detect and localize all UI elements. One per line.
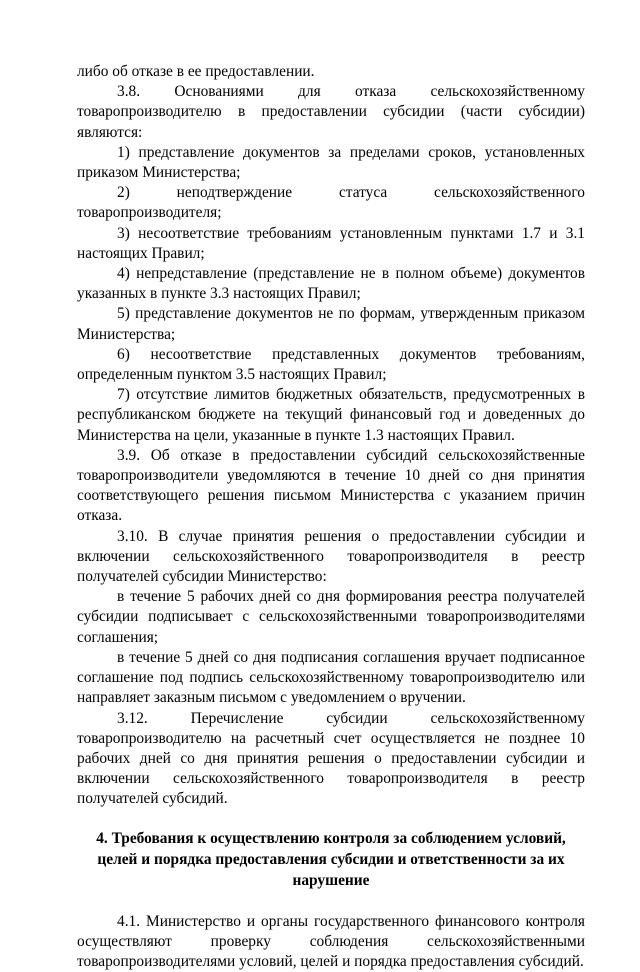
paragraph: 3.8. Основаниями для отказа сельскохозяйственному товаропроизводителю в предоставлении субсидии (части субсидии) являются: xyxy=(77,83,585,141)
paragraph: 4.1. Министерство и органы государственного финансового контроля осуществляют проверку соблюдения сельскохозяйственными товаропроизводителями условий, целей и порядка предоставления субсидий. xyxy=(77,912,585,970)
list-item: 4) непредставление (представление не в полном объеме) документов указанных в пункте 3.3 настоящих Правил; xyxy=(77,265,585,303)
section-heading: 4. Требования к осуществлению контроля за соблюдением условий, целей и порядка предоставления субсидии и ответственности за их нарушение xyxy=(96,829,566,889)
list-item: 3) несоответствие требованиям установленным пунктами 1.7 и 3.1 настоящих Правил; xyxy=(77,224,585,262)
list-item: 7) отсутствие лимитов бюджетных обязательств, предусмотренных в республиканском бюджете на текущий финансовый год и доведенных до Министерства на цели, указанные в пункте 1.3 настоящих Правил. xyxy=(77,386,585,444)
list-item: 1) представление документов за пределами сроков, установленных приказом Министерства; xyxy=(77,143,585,182)
paragraph: 3.12. Перечисление субсидии сельскохозяйственному товаропроизводителю на расчетный счет осуществляется не позднее 10 рабочих дней со дня принятия решения о предоставлении субсидии и включении сельскохозяйственного товаропроизводителя в реестр получателей субсидий. xyxy=(77,709,585,808)
list-item: 5) представление документов не по формам, утвержденным приказом Министерства; xyxy=(77,305,585,343)
paragraph: 3.9. Об отказе в предоставлении субсидий сельскохозяйственные товаропроизводители уведомляются в течение 10 дней со дня принятия соответствующего решения письмом Министерства с указанием причин отказа. xyxy=(77,446,585,525)
list-item: 6) несоответствие представленных документов требованиям, определенным пунктом 3.5 настоящих Правил; xyxy=(77,345,585,384)
spacer xyxy=(77,810,585,828)
paragraph: либо об отказе в ее предоставлении. xyxy=(77,63,315,80)
list-item: 2) неподтверждение статуса сельскохозяйственного товаропроизводителя; xyxy=(77,184,585,222)
spacer xyxy=(77,891,585,912)
document-body xyxy=(77,62,585,972)
paragraph: в течение 5 дней со дня подписания соглашения вручает подписанное соглашение под подпись сельскохозяйственному товаропроизводителю или направляет заказным письмом с уведомлением о вручении. xyxy=(77,648,585,707)
paragraph: в течение 5 рабочих дней со дня формирования реестра получателей субсидии подписывает с сельскохозяйственными товаропроизводителями соглашения; xyxy=(77,588,585,646)
paragraph: 3.10. В случае принятия решения о предоставлении субсидии и включении сельскохозяйственного товаропроизводителя в реестр получателей субсидии Министерство: xyxy=(77,527,585,586)
